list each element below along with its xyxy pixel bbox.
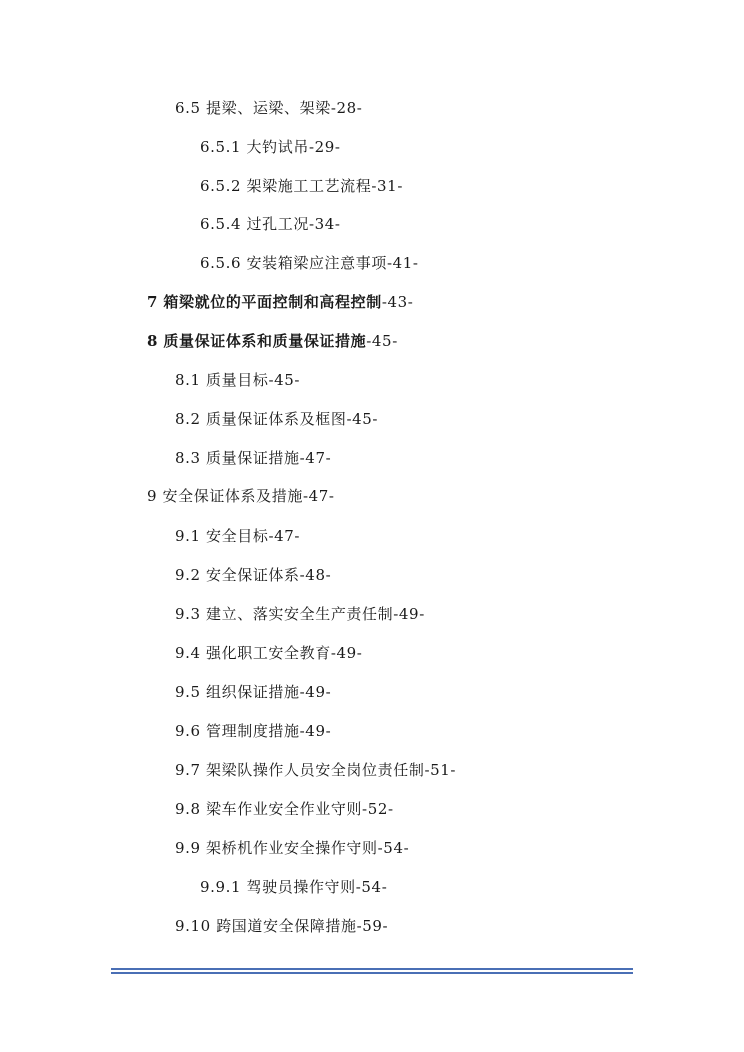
- toc-title: 架梁队操作人员安全岗位责任制: [206, 761, 425, 779]
- toc-title: 质量保证体系及框图: [206, 410, 347, 428]
- toc-entry-8-1[interactable]: [175, 370, 300, 390]
- toc-number: 9.10: [175, 917, 211, 935]
- toc-entry-9-6[interactable]: [175, 721, 331, 741]
- toc-entry-9-2[interactable]: [175, 565, 331, 585]
- toc-entry-7[interactable]: [147, 292, 413, 312]
- toc-page: -45-: [268, 371, 301, 389]
- toc-page: -49-: [393, 605, 425, 623]
- toc-entry-6-5-4[interactable]: [200, 214, 341, 234]
- toc-title: 安装箱梁应注意事项: [246, 254, 387, 272]
- toc-page: -28-: [330, 99, 363, 117]
- toc-title: 强化职工安全教育: [206, 644, 331, 662]
- toc-entry-9-4[interactable]: [175, 643, 362, 663]
- toc-page: -51-: [424, 761, 457, 779]
- toc-page: -49-: [299, 683, 332, 701]
- toc-entry-9-9-1[interactable]: [200, 877, 387, 897]
- toc-title: 安全保证体系及措施: [162, 487, 303, 505]
- toc-number: 9.7: [175, 761, 201, 779]
- toc-page: -31-: [371, 177, 403, 195]
- toc-title: 梁车作业安全作业守则: [206, 800, 363, 818]
- toc-title: 过孔工况: [246, 215, 309, 233]
- toc-page: -48-: [299, 566, 332, 584]
- toc-title: 提梁、运梁、架梁: [206, 99, 331, 117]
- toc-number: 8: [147, 332, 159, 350]
- toc-number: 6.5.4: [200, 215, 242, 233]
- toc-number: 6.5.1: [200, 138, 242, 156]
- toc-page: -41-: [386, 254, 419, 272]
- toc-page: -45-: [346, 410, 379, 428]
- toc-page: -59-: [356, 917, 389, 935]
- toc-title: 安全目标: [206, 527, 269, 545]
- toc-title: 安全保证体系: [206, 566, 300, 584]
- toc-number: 7: [147, 293, 159, 311]
- toc-page: -52-: [362, 800, 394, 818]
- toc-number: 9.3: [175, 605, 201, 623]
- toc-title: 质量保证措施: [206, 449, 300, 467]
- toc-number: 6.5: [175, 99, 201, 117]
- toc-title: 管理制度措施: [206, 722, 300, 740]
- toc-page: -34-: [308, 215, 341, 233]
- toc-title: 组织保证措施: [206, 683, 300, 701]
- toc-entry-9-8[interactable]: [175, 799, 394, 819]
- toc-page: -43-: [381, 293, 414, 311]
- toc-entry-9-9[interactable]: [175, 838, 409, 858]
- toc-number: 9.9.1: [200, 878, 242, 896]
- toc-page: -47-: [302, 487, 335, 505]
- toc-number: 9.6: [175, 722, 201, 740]
- toc-number: 8.3: [175, 449, 201, 467]
- toc-entry-6-5-6[interactable]: [200, 253, 419, 273]
- toc-title: 质量目标: [206, 371, 269, 389]
- toc-entry-9-7[interactable]: [175, 760, 456, 780]
- footer-double-rule: [111, 968, 633, 976]
- toc-page: -47-: [299, 449, 332, 467]
- toc-entry-6-5[interactable]: [175, 98, 362, 118]
- toc-page: -45-: [366, 332, 398, 350]
- toc-page: -54-: [377, 839, 410, 857]
- toc-page: -49-: [299, 722, 332, 740]
- toc-page: -54-: [355, 878, 388, 896]
- toc-entry-6-5-1[interactable]: [200, 137, 341, 157]
- toc-title: 架梁施工工艺流程: [246, 177, 372, 195]
- toc-title: 跨国道安全保障措施: [216, 917, 357, 935]
- toc-page: -47-: [268, 527, 301, 545]
- toc-entry-9-3[interactable]: [175, 604, 425, 624]
- toc-number: 8.2: [175, 410, 201, 428]
- toc-title: 驾驶员操作守则: [246, 878, 356, 896]
- toc-entry-9-1[interactable]: [175, 526, 300, 546]
- toc-entry-8[interactable]: [147, 331, 398, 351]
- footer-rule-line: [111, 972, 633, 974]
- toc-entry-6-5-2[interactable]: [200, 176, 403, 196]
- toc-title: 质量保证体系和质量保证措施: [163, 332, 367, 350]
- toc-entry-8-3[interactable]: [175, 448, 331, 468]
- toc-title: 箱梁就位的平面控制和高程控制: [163, 293, 382, 311]
- footer-rule-line: [111, 968, 633, 970]
- toc-number: 9.8: [175, 800, 201, 818]
- toc-entry-8-2[interactable]: [175, 409, 378, 429]
- toc-number: 9.9: [175, 839, 201, 857]
- toc-number: 8.1: [175, 371, 201, 389]
- toc-number: 6.5.6: [200, 254, 242, 272]
- toc-number: 9.2: [175, 566, 201, 584]
- toc-number: 9.4: [175, 644, 201, 662]
- toc-entry-9-10[interactable]: [175, 916, 388, 936]
- toc-number: 6.5.2: [200, 177, 242, 195]
- toc-page: -29-: [308, 138, 341, 156]
- toc-number: 9.1: [175, 527, 201, 545]
- toc-number: 9: [147, 487, 158, 505]
- toc-entry-9-5[interactable]: [175, 682, 331, 702]
- toc-title: 建立、落实安全生产责任制: [206, 605, 394, 623]
- toc-number: 9.5: [175, 683, 201, 701]
- toc-title: 架桥机作业安全操作守则: [206, 839, 378, 857]
- toc-page: -49-: [330, 644, 363, 662]
- toc-entry-9[interactable]: [147, 486, 335, 506]
- toc-title: 大钓试吊: [246, 138, 309, 156]
